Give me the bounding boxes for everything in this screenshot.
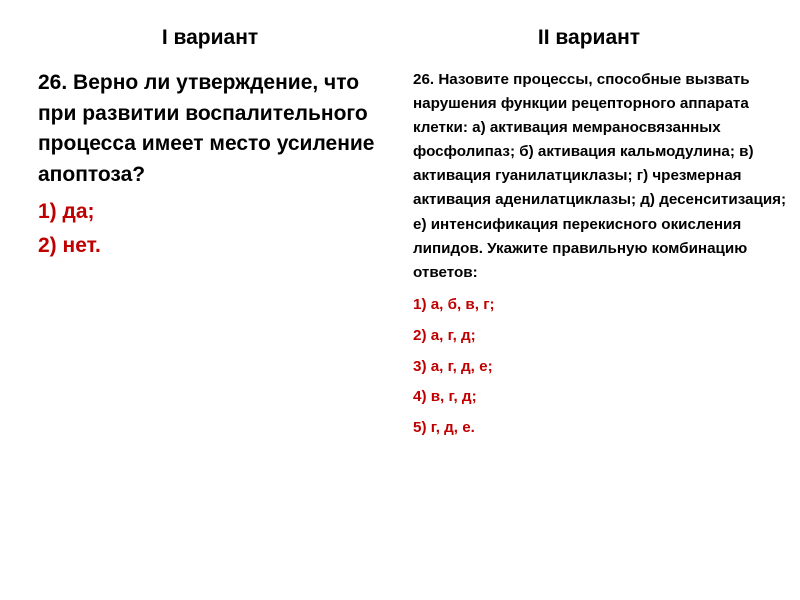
variant-1-answer-1: 1) да; — [38, 200, 95, 223]
variant-2-answer-3: 3) а, г, д, е; — [413, 357, 493, 375]
variant-2-column — [413, 68, 791, 438]
variant-2-question: 26. Назовите процессы, способные вызвать нарушения функции рецепторного аппарата клетки: а) активация мемраносвязанных фосфолипаз; б) активация кальмодулина; в) активация гуанилатциклазы; г) чрезмерная активация аденилатциклазы; д) десенситизация; е) интенсификация перекисного окисления липидов. Укажите правильную комбинацию ответов: — [413, 71, 787, 281]
variant-2-answer-4: 4) в, г, д; — [413, 388, 477, 406]
variant-2-answer-2: 2) а, г, д; — [413, 327, 476, 345]
variant-2-answer-5: 5) г, д, е. — [413, 418, 475, 436]
variant-1-question: 26. Верно ли утверждение, что при развитии воспалительного процесса имеет место усиление апоптоза? — [38, 71, 375, 186]
variant-1-answer-list — [38, 199, 388, 258]
variant-1-column — [38, 68, 388, 258]
variant-2-heading: II вариант — [537, 26, 641, 49]
variant-2-answer-1: 1) а, б, в, г; — [413, 296, 495, 314]
variant-1-heading: I вариант — [161, 26, 259, 49]
variant-2-answer-list — [413, 295, 791, 437]
variant-1-answer-2: 2) нет. — [38, 234, 101, 257]
